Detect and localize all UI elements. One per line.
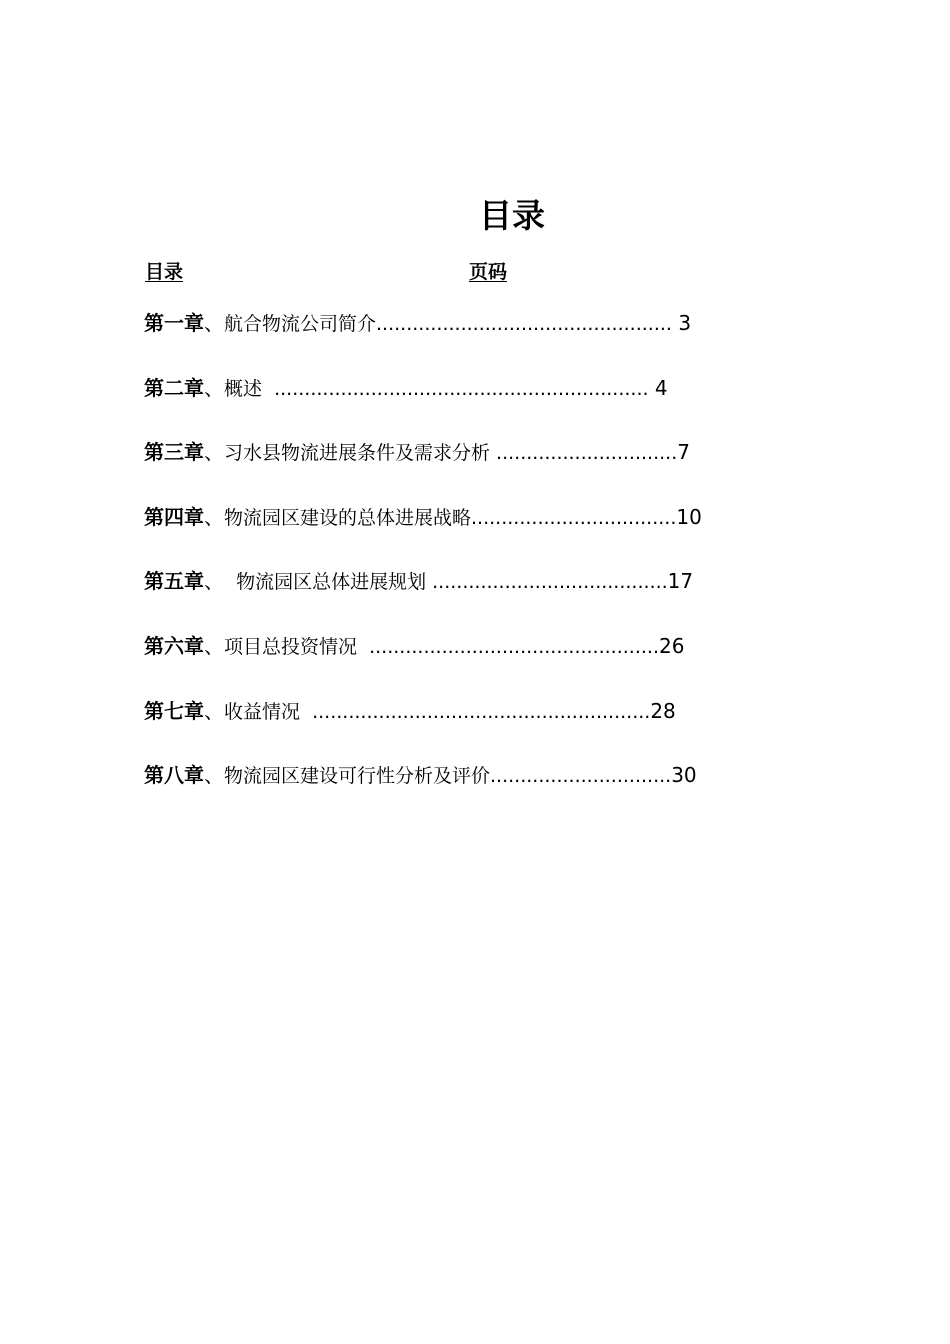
toc-entry-chapter-6[interactable]: [144, 628, 702, 693]
chapter-title: 物流园区建设可行性分析及评价: [224, 765, 491, 788]
chapter-title: 习水县物流进展条件及需求分析: [224, 442, 497, 465]
dot-leader: ..................................: [471, 506, 677, 529]
chapter-separator: 、: [204, 698, 224, 723]
toc-entry-chapter-1[interactable]: [144, 305, 702, 370]
toc-entry-chapter-3[interactable]: [144, 434, 702, 499]
toc-header-page: 页码: [469, 261, 508, 283]
page-number: 10: [676, 504, 702, 529]
toc-entry-chapter-8[interactable]: [144, 757, 702, 822]
toc-header-contents: 目录: [145, 261, 184, 283]
dot-leader: ........................................................: [312, 700, 651, 723]
dot-leader: .................................................: [376, 313, 672, 335]
chapter-separator: 、: [204, 311, 224, 335]
chapter-separator: 、: [204, 763, 224, 788]
chapter-separator: 、: [204, 569, 224, 594]
table-of-contents: [144, 305, 702, 822]
chapter-separator: 、: [204, 633, 224, 658]
page-number: 26: [659, 633, 685, 658]
page-number: 3: [671, 311, 692, 335]
chapter-title: 航合物流公司简介: [224, 313, 377, 335]
dot-leader: .......................................: [432, 571, 668, 594]
chapter-number: 第三章: [144, 440, 204, 465]
dot-leader: ..............................: [496, 442, 678, 465]
chapter-title: 概述: [224, 377, 275, 400]
page-number: 28: [650, 698, 676, 723]
chapter-number: 第二章: [144, 375, 204, 400]
toc-entry-chapter-2[interactable]: [144, 370, 702, 435]
chapter-number: 第八章: [144, 763, 204, 788]
page-number: 17: [667, 569, 694, 594]
chapter-title: 物流园区建设的总体进展战略: [224, 506, 472, 529]
toc-entry-chapter-5[interactable]: [144, 563, 702, 628]
chapter-number: 第六章: [144, 633, 204, 658]
chapter-number: 第七章: [144, 698, 204, 723]
dot-leader: ................................................: [369, 635, 659, 658]
chapter-number: 第五章: [144, 569, 204, 594]
toc-entry-chapter-4[interactable]: [144, 499, 702, 564]
chapter-number: 第一章: [144, 311, 204, 335]
dot-leader: ..............................: [490, 765, 672, 788]
page-number: 7: [677, 440, 690, 465]
chapter-separator: 、: [204, 504, 224, 529]
toc-entry-chapter-7[interactable]: [144, 693, 702, 758]
page-number: 4: [648, 375, 668, 400]
chapter-title: 项目总投资情况: [224, 635, 370, 658]
chapter-title: 收益情况: [224, 700, 313, 723]
dot-leader: ..............................................................: [274, 377, 649, 400]
page-number: 30: [671, 763, 697, 788]
chapter-number: 第四章: [144, 504, 204, 529]
chapter-title: 物流园区总体进展规划: [224, 571, 433, 594]
page-title: 目录: [479, 196, 545, 235]
chapter-separator: 、: [204, 440, 224, 465]
chapter-separator: 、: [204, 375, 224, 400]
